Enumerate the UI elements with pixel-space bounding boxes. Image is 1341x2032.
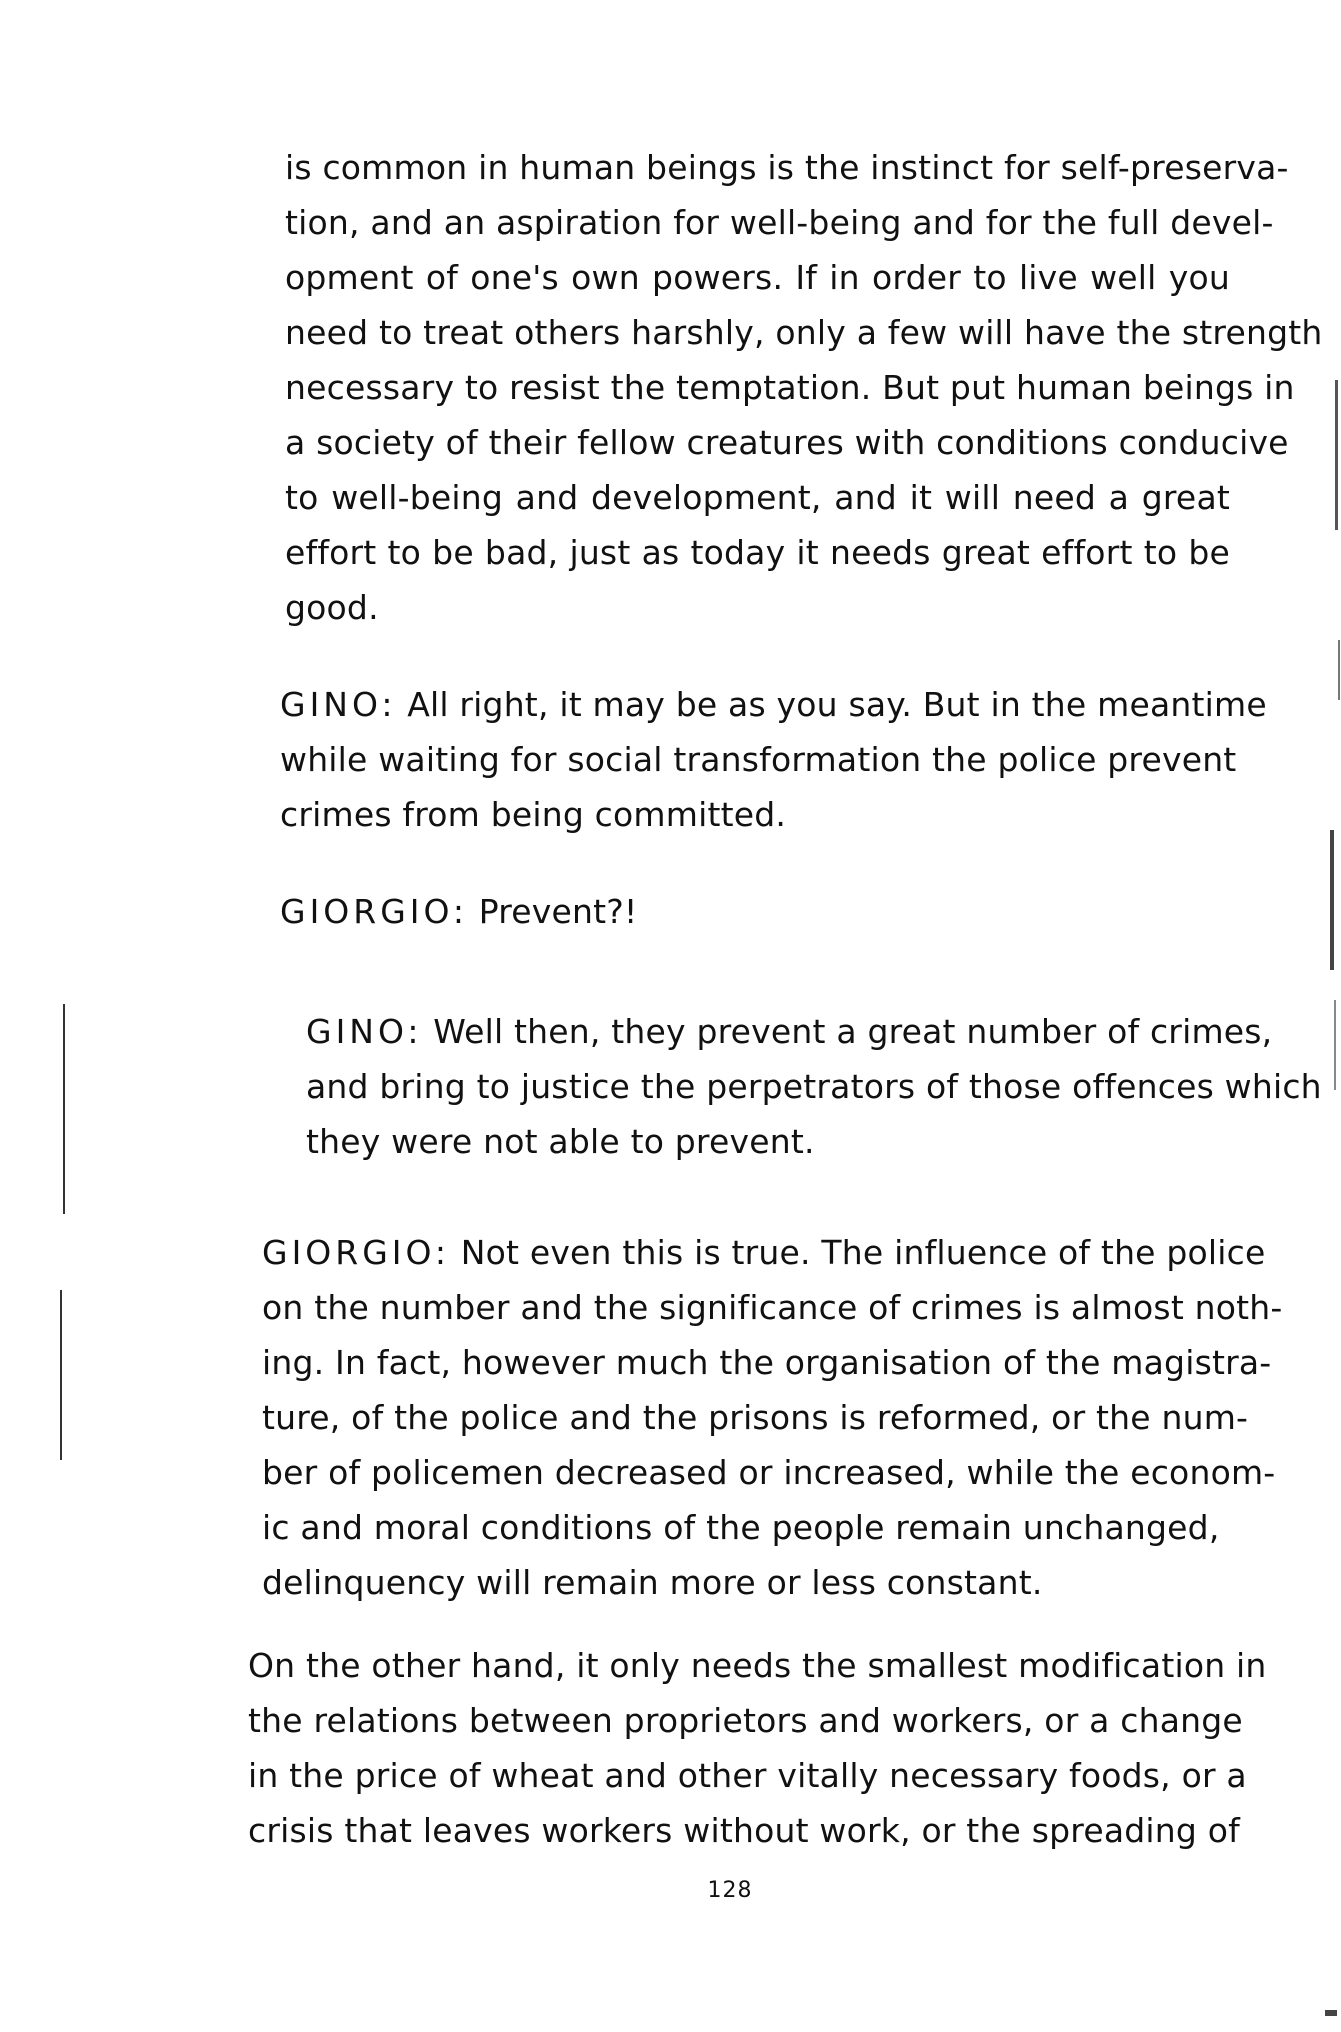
scan-artifact-line (63, 1004, 65, 1214)
speech-text: Prevent?! (468, 892, 638, 931)
text-line: to well-being and development, and it will need a great (285, 478, 1230, 517)
text-line: ing. In fact, however much the organisation of the magistra- (262, 1343, 1272, 1382)
text-line: effort to be bad, just as today it needs great effort to be (285, 533, 1230, 572)
text-line: On the other hand, it only needs the smallest modification in (248, 1646, 1267, 1685)
text-line: crimes from being committed. (280, 795, 787, 834)
dialogue-gino-2 (306, 1004, 1322, 1169)
text-line: the relations between proprietors and workers, or a change (248, 1701, 1243, 1740)
text-line: and bring to justice the perpetrators of those offences which (306, 1067, 1322, 1106)
text-line: is common in human beings is the instinct for self-preserva- (285, 148, 1289, 187)
text-line: need to treat others harshly, only a few will have the strength (285, 313, 1323, 352)
scan-artifact-line (60, 1290, 62, 1460)
text-line (280, 884, 680, 939)
text-line: tion, and an aspiration for well-being and for the full devel- (285, 203, 1274, 242)
scan-artifact-edge (1334, 1000, 1336, 1090)
scan-artifact-edge (1338, 640, 1340, 700)
text-line (262, 1225, 1266, 1280)
dialogue-giorgio-2 (262, 1225, 1283, 1610)
speaker-label: GINO: (280, 685, 397, 724)
text-line (306, 1004, 1273, 1059)
speech-text: Well then, they prevent a great number of crimes, (422, 1012, 1273, 1051)
text-line: in the price of wheat and other vitally necessary foods, or a (248, 1756, 1247, 1795)
page-number: 128 (707, 1878, 753, 1903)
text-line: opment of one's own powers. If in order to live well you (285, 258, 1230, 297)
text-line: ture, of the police and the prisons is reformed, or the num- (262, 1398, 1249, 1437)
text-line: good. (285, 588, 379, 627)
text-line: ber of policemen decreased or increased, while the econom- (262, 1453, 1276, 1492)
text-line: on the number and the significance of crimes is almost noth- (262, 1288, 1283, 1327)
speaker-label: GINO: (306, 1012, 423, 1051)
speaker-label: GIORGIO: (280, 892, 469, 931)
speech-text: All right, it may be as you say. But in the meantime (396, 685, 1267, 724)
text-line: a society of their fellow creatures with conditions conducive (285, 423, 1289, 462)
speaker-label: GIORGIO: (262, 1233, 451, 1272)
text-line: while waiting for social transformation the police prevent (280, 740, 1237, 779)
text-line: crisis that leaves workers without work, or the spreading of (248, 1811, 1240, 1850)
paragraph-final (248, 1638, 1267, 1858)
dialogue-giorgio-1 (280, 884, 680, 939)
paragraph-continuation (285, 140, 1323, 635)
text-line: ic and moral conditions of the people remain unchanged, (262, 1508, 1220, 1547)
text-line (280, 677, 1267, 732)
speech-text: Not even this is true. The influence of the police (450, 1233, 1266, 1272)
text-line: delinquency will remain more or less constant. (262, 1563, 1043, 1602)
text-line: necessary to resist the temptation. But put human beings in (285, 368, 1295, 407)
scan-artifact-corner (1325, 2010, 1337, 2016)
scan-artifact-edge (1335, 380, 1338, 530)
scan-artifact-edge (1330, 830, 1334, 970)
text-line: they were not able to prevent. (306, 1122, 815, 1161)
dialogue-gino-1 (280, 677, 1267, 842)
